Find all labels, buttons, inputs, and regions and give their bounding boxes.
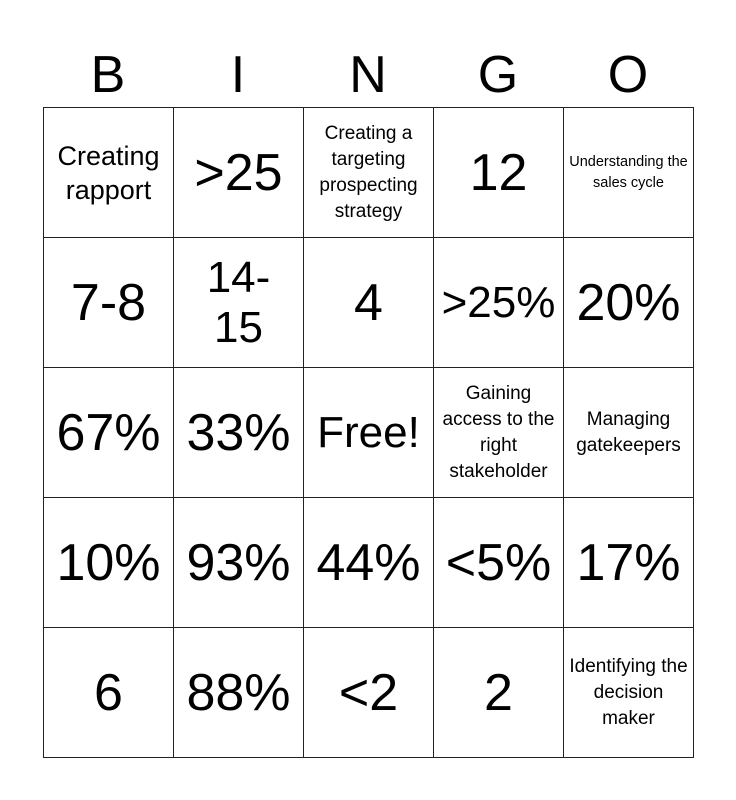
cell-text: 33% [186,403,291,462]
bingo-cell[interactable] [434,628,564,758]
cell-text: <2 [338,663,399,722]
cell-text: 44% [316,533,421,592]
cell-text: 7-8 [70,273,147,332]
bingo-cell[interactable] [434,368,564,498]
cell-text: >25% [441,277,556,327]
bingo-cell[interactable] [564,108,694,238]
cell-text: 20% [576,273,681,332]
bingo-board [43,107,694,758]
free-space-cell[interactable] [304,368,434,498]
header-letter-n: N [349,46,387,104]
bingo-cell[interactable] [564,238,694,368]
cell-text: 12 [469,143,528,202]
bingo-cell[interactable] [174,238,304,368]
cell-text: Gaining access to the right stakeholder [442,382,555,482]
bingo-cell[interactable] [44,108,174,238]
bingo-cell[interactable] [304,238,434,368]
cell-text: Creating a targeting prospecting strategy [319,122,418,222]
bingo-cell[interactable] [44,628,174,758]
cell-text: 88% [186,663,291,722]
bingo-cell[interactable] [564,498,694,628]
bingo-cell[interactable] [304,628,434,758]
bingo-cell[interactable] [44,498,174,628]
header-letter-o: O [607,46,649,104]
bingo-cell[interactable] [434,238,564,368]
bingo-cell[interactable] [44,238,174,368]
bingo-cell[interactable] [174,628,304,758]
bingo-cell[interactable] [174,498,304,628]
bingo-cell[interactable] [174,108,304,238]
board-row [44,628,694,758]
cell-text: 67% [56,403,161,462]
cell-text: 6 [94,663,123,722]
cell-text: Creating rapport [57,140,160,205]
board-row [44,238,694,368]
board-row [44,498,694,628]
cell-text: 4 [354,273,383,332]
bingo-cell[interactable] [304,498,434,628]
board-row [44,108,694,238]
bingo-cell[interactable] [174,368,304,498]
bingo-cell[interactable] [564,628,694,758]
bingo-cell[interactable] [304,108,434,238]
cell-text: Understanding the sales cycle [569,153,688,191]
cell-text: 17% [576,533,681,592]
cell-text: Free! [317,407,420,457]
cell-text: 14- 15 [206,252,271,352]
bingo-header [43,42,693,108]
bingo-cell[interactable] [434,498,564,628]
cell-text: 2 [484,663,513,722]
cell-text: <5% [445,533,552,592]
header-letter-i: I [230,46,246,104]
cell-text: Managing gatekeepers [576,408,681,456]
bingo-cell[interactable] [434,108,564,238]
header-letter-b: B [90,46,126,104]
header-letter-g: G [477,46,519,104]
cell-text: Identifying the decision maker [569,655,688,729]
bingo-cell[interactable] [44,368,174,498]
cell-text: >25 [194,143,283,202]
bingo-cell[interactable] [564,368,694,498]
board-row [44,368,694,498]
cell-text: 93% [186,533,291,592]
cell-text: 10% [56,533,161,592]
